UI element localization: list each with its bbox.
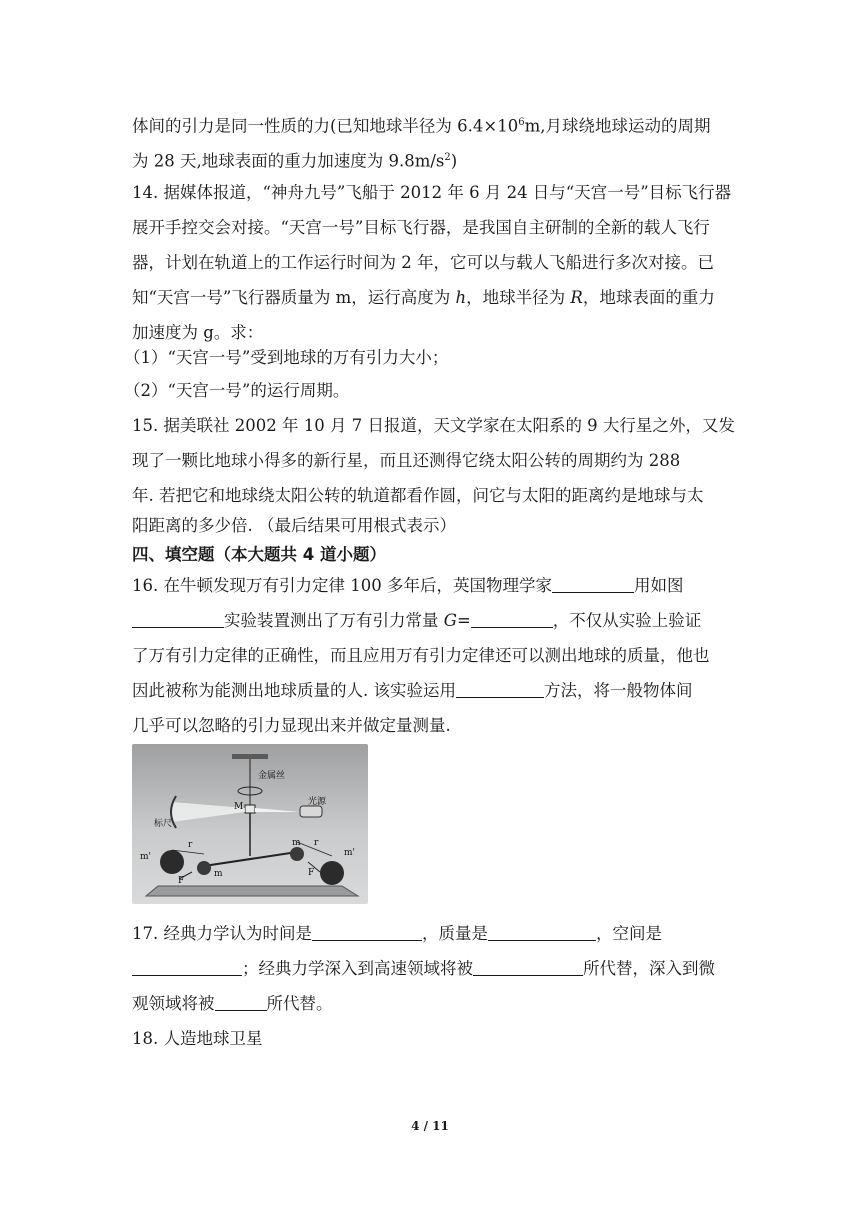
page-number: 4 / 11 — [411, 1119, 449, 1133]
figure-label-M: M — [234, 802, 244, 812]
question-16-line: 16. 在牛顿发现万有引力定律 100 多年后，英国物理学家 用如图 — [132, 576, 684, 595]
small-sphere-right — [290, 847, 304, 861]
question-15-line: 年. 若把它和地球绕太阳公转的轨道都看作圆，问它与太阳的距离约是地球与太 — [132, 486, 704, 505]
figure-label-wire: 金属丝 — [258, 771, 286, 781]
large-sphere-right — [320, 861, 344, 885]
incident-beam — [255, 808, 300, 812]
question-17-line: 观领域将被 所代替。 — [132, 994, 333, 1013]
answer-blank[interactable] — [552, 574, 634, 593]
figure-label-F-right: F — [308, 868, 315, 878]
section-heading: 四、填空题（本大题共 4 道小题） — [132, 545, 386, 564]
base-platform — [146, 886, 358, 896]
question-14-line: 14. 据媒体报道，“神舟九号”飞船于 2012 年 6 月 24 日与“天宫一号”目标飞行器 — [132, 183, 732, 202]
light-source — [300, 806, 322, 817]
answer-blank[interactable] — [488, 922, 596, 941]
small-sphere-left — [197, 861, 211, 875]
figure-label-m-right: m — [292, 838, 301, 848]
question-15-line: 15. 据美联社 2002 年 10 月 7 日报道，天文学家在太阳系的 9 大行星之外，又发 — [132, 416, 735, 435]
figure-label-mprime-right: m' — [344, 848, 356, 858]
answer-blank[interactable] — [132, 957, 242, 976]
question-14-subitem: （2）“天宫一号”的运行周期。 — [124, 381, 350, 400]
question-15-line: 现了一颗比地球小得多的新行星，而且还测得它绕太阳公转的周期约为 288 — [132, 451, 681, 470]
answer-blank[interactable] — [473, 957, 583, 976]
question-14-line: 加速度为 g。求： — [132, 323, 264, 342]
question-15-line: 阳距离的多少倍. （最后结果可用根式表示） — [132, 516, 456, 535]
text-line: 为 28 天,地球表面的重力加速度为 $9.8m/s^2$) — [132, 151, 458, 171]
cavendish-torsion-balance-figure — [132, 744, 368, 904]
figure-label-scale: 标尺 — [154, 819, 173, 829]
question-16-line: 了万有引力定律的正确性，而且应用万有引力定律还可以测出地球的质量，他也 — [132, 646, 710, 665]
text-line: 体间的引力是同一性质的力(已知地球半径为 $6.4\times 10^6m$,月球绕地球运动的周期 — [132, 116, 711, 136]
answer-blank[interactable] — [456, 679, 544, 698]
question-16-line: 实验装置测出了万有引力常量 G= ，不仅从实验上验证 — [132, 609, 701, 633]
large-sphere-left — [160, 850, 184, 874]
question-14-line: 器，计划在轨道上的工作运行时间为 2 年，它可以与载人飞船进行多次对接。已 — [132, 253, 714, 272]
answer-blank[interactable] — [132, 609, 224, 628]
question-14-line: 展开手控交会对接。“天宫一号”目标飞行器，是我国自主研制的全新的载人飞行 — [132, 218, 710, 237]
question-14-line: 知“天宫一号”飞行器质量为 m，运行高度为 h，地球半径为 R，地球表面的重力 — [132, 288, 715, 307]
figure-label-r-left: r — [188, 840, 193, 850]
question-17-line: 17. 经典力学认为时间是 ，质量是 ，空间是 — [132, 924, 662, 943]
question-16-line: 因此被称为能测出地球质量的人. 该实验运用 方法，将一般物体间 — [132, 681, 693, 700]
figure-label-mprime-left: m' — [140, 852, 152, 862]
figure-label-r-right: r — [314, 838, 319, 848]
answer-blank[interactable] — [312, 922, 422, 941]
ceiling-mount — [232, 754, 268, 759]
answer-blank[interactable] — [471, 609, 553, 628]
figure-label-source: 光源 — [308, 797, 327, 807]
figure-label-m-left: m — [214, 869, 223, 879]
question-17-line: ；经典力学深入到高速领域将被 所代替，深入到微 — [132, 957, 715, 981]
mirror-M — [245, 805, 255, 813]
question-16-line: 几乎可以忽略的引力显现出来并做定量测量. — [132, 716, 451, 735]
answer-blank[interactable] — [215, 992, 267, 1011]
figure-label-F-left: F — [178, 876, 185, 886]
question-18-line: 18. 人造地球卫星 — [132, 1029, 263, 1048]
question-14-subitem: （1）“天宫一号”受到地球的万有引力大小； — [124, 348, 449, 367]
